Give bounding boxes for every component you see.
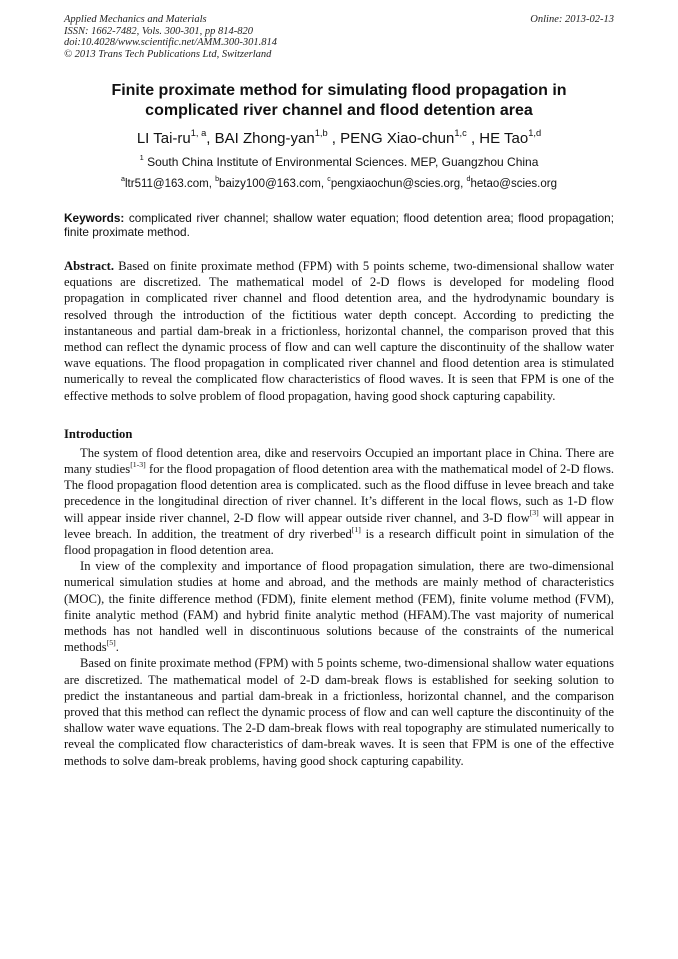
- email-mark: a: [121, 175, 125, 184]
- citation-ref[interactable]: [5]: [106, 637, 116, 647]
- affil-mark: 1: [139, 152, 144, 162]
- section-heading-introduction: Introduction: [64, 426, 133, 441]
- email-list: $^a$ltr511@163.com, $^b$baizy100@163.com, $^c$pengxiaochun@scies.org, $^d$hetao@scies.org: [121, 175, 557, 190]
- keywords-label: Keywords:: [64, 211, 125, 225]
- intro-paragraph-2: [64, 558, 614, 655]
- abstract-text: Based on finite proximate method (FPM) with 5 points scheme, two-dimensional shallow water equations are discretized. The mathematical model of 2-D flows is developed for modeling flood propagation in complicated river channel and flood detention area, and the hydrodynamic boundary is resolved through the introduction of the fictitious water depth concept. According to predicting the instantaneous and partial dam-break in a frictionless, horizontal channel, the comparison proved that this method can reflect the dynamic process of flow and can well capture the discontinuity of the shallow water wave equations. The flood propagation in complicated river channel and flood detention area is stimulated numerically to reveal the complicated flow characteristics of flood waves. It is seen that FPM is one of the effective methods to solve problem of flood propagation, having good shock capturing capability.: [64, 259, 614, 403]
- abstract-label: Abstract.: [64, 259, 115, 273]
- email-link[interactable]: hetao@scies.org: [470, 178, 557, 190]
- citation-ref[interactable]: [1-3]: [130, 459, 146, 469]
- copyright-line: © 2013 Trans Tech Publications Ltd, Switzerland: [64, 48, 272, 60]
- author-name: PENG Xiao-chun: [340, 130, 455, 147]
- affiliation: [64, 152, 614, 170]
- intro-paragraph-1: [64, 445, 614, 558]
- journal-header: [64, 14, 614, 60]
- author-affil-mark: 1,b: [314, 127, 328, 138]
- author-affil-mark: 1,d: [528, 127, 542, 138]
- issn-line: ISSN: 1662-7482, Vols. 300-301, pp 814-820: [64, 25, 253, 37]
- text-run: The system of flood detention area, dike and reservoirs Occupied an important place in China. There are many studies: [64, 445, 614, 477]
- affil-text: South China Institute of Environmental Sciences. MEP, Guangzhou China: [147, 155, 539, 169]
- email-link[interactable]: baizy100@163.com: [219, 178, 321, 190]
- journal-name: Applied Mechanics and Materials: [64, 14, 207, 25]
- email-mark: d: [466, 175, 471, 184]
- author-list: LI Tai-ru$^{1, a}$, BAI Zhong-yan$^{1,b}$ , PENG Xiao-chun$^{1,c}$ , HE Tao$^{1,d}$: [136, 127, 542, 147]
- author-name: LI Tai-ru: [136, 130, 191, 147]
- paper-title: Finite proximate method for simulating flood propagation in complicated river channel and flood detention area: [111, 82, 567, 119]
- author-name: HE Tao: [479, 130, 529, 147]
- email-mark: b: [215, 175, 220, 184]
- author-name: BAI Zhong-yan: [214, 130, 315, 147]
- author-affil-mark: 1,c: [454, 127, 467, 138]
- text-run: .: [115, 640, 119, 655]
- email-link[interactable]: ltr511@163.com: [124, 178, 209, 190]
- online-date: Online: 2013-02-13: [530, 14, 614, 25]
- doi-line[interactable]: doi:10.4028/www.scientific.net/AMM.300-301.814: [64, 37, 277, 48]
- email-link[interactable]: pengxiaochun@scies.org: [330, 178, 461, 190]
- text-run: In view of the complexity and importance of flood propagation simulation, there are two-dimensional numerical simulation studies at home and abroad, and the methods are mainly method of characteristics (MOC), the finite difference method (FDM), finite element method (FEM), finite volume method (FVM), finite analytic method (FAM) and hybrid finite analytic method (HFAM).The vast majority of numerical methods has not handled well in discontinuous solutions because of the constraints of the numerical methods: [64, 559, 614, 655]
- text-run: is a research difficult point in simulation of the flood propagation in flood detention area.: [64, 526, 615, 558]
- keywords-text: complicated river channel; shallow water equation; flood detention area; flood propagation; finite proximate method.: [64, 211, 614, 239]
- intro-paragraph-3: Based on finite proximate method (FPM) with 5 points scheme, two-dimensional shallow water equations are discretized. The mathematical model of 2-D dam-break flows is established for seeking solution to predict the instantaneous and partial dam-break in a frictionless, horizontal channel, and the comparison proved that this method can reflect the dynamic process of flow and can well capture the discontinuity of the shallow water wave equations. The 2-D dam-break flows with real topography are stimulated numerically to reveal the complicated flow characteristics of dam-break waves. It is seen that FPM is one of the effective methods to solve dam-break problems, having good shock capturing capability.: [64, 656, 614, 768]
- email-mark: c: [327, 175, 331, 184]
- author-affil-mark: 1, a: [190, 127, 207, 138]
- citation-ref[interactable]: [3]: [529, 508, 539, 518]
- abstract: [64, 258, 614, 404]
- citation-ref[interactable]: [1]: [351, 524, 361, 534]
- text-run: for the flood propagation of flood detention area with the mathematical model of 2-D flows. The flood propagation flood detention area is complicated. such as the flood diffuse in levee breach and take precedence in the longitudinal direction of river channel. It’s different in the local flows, such as 1-D flow will appear inside river channel, 2-D flow will appear outside river channel, and 3-D flow: [64, 462, 614, 525]
- text-run: will appear in levee breach. In addition, the treatment of dry riverbed: [64, 510, 614, 541]
- keywords: [64, 211, 614, 239]
